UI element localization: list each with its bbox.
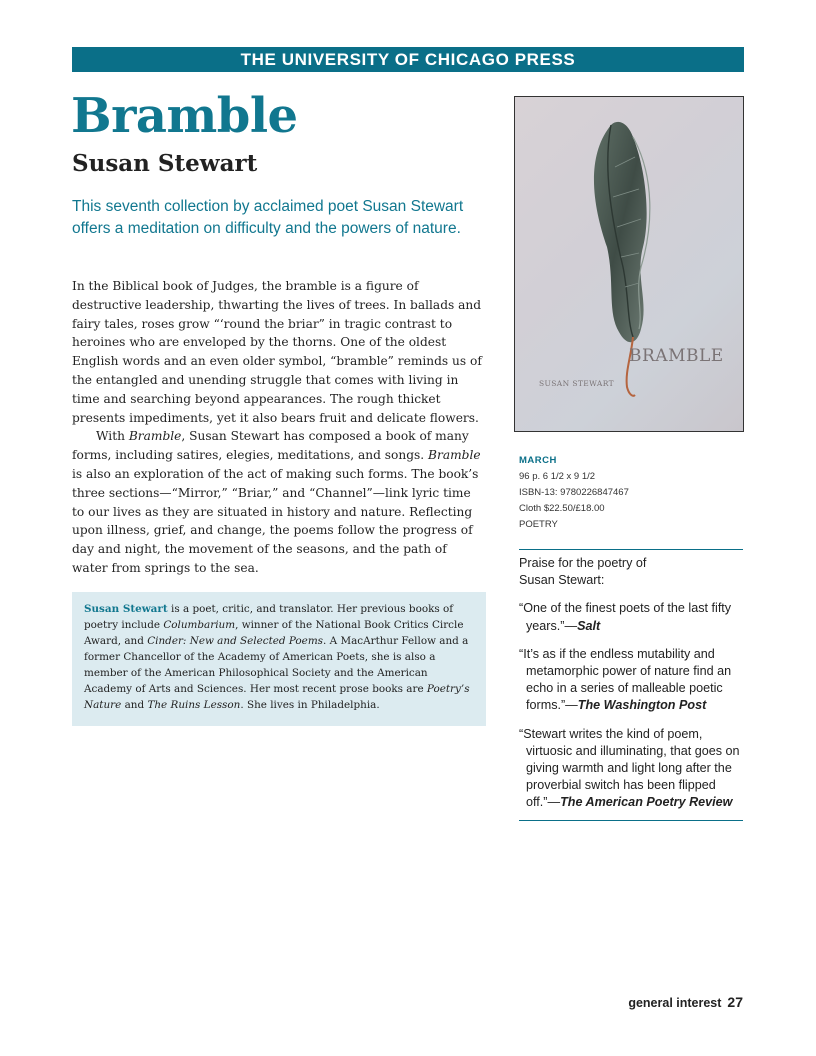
text-run: . A MacArthur Fellow and a former Chancellor of the Academy of American Poets, she is also a member of the American Philosophical Society and the American Academy of Arts and Sciences. Her most recent prose books are (84, 635, 469, 695)
cover-title: BRAMBLE (629, 346, 724, 366)
page-number: 27 (727, 994, 743, 1010)
release-month: MARCH (519, 455, 557, 466)
text-run: With (96, 429, 129, 444)
description-paragraph-1: In the Biblical book of Judges, the bramble is a figure of destructive leadership, thwarting the lives of trees. In ballads and fairy tales, roses grow “‘round the briar” in tragic contrast to heroines who are enveloped by the thorns. One of the oldest English words and an even older symbol, “bramble” reminds us of the entangled and unending struggle that comes with living in time and searching beyond appearances. The rough thicket presents impediments, yet it also bears fruit and delicate flowers. (72, 279, 482, 425)
book-title-italic: Cinder: New and Selected Poems (147, 635, 324, 647)
book-cover (514, 96, 744, 432)
quote-source: Salt (577, 618, 601, 633)
book-author: Susan Stewart (72, 150, 258, 177)
praise-quote (519, 726, 743, 812)
description-paragraph-2 (72, 427, 482, 577)
quote-text: “Stewart writes the kind of poem, virtuosic and illuminating, that goes on giving warmth and light long after the proverbial switch has been flipped off.”— (519, 726, 740, 810)
publisher-banner: THE UNIVERSITY OF CHICAGO PRESS (72, 47, 744, 72)
book-description (72, 277, 482, 578)
author-bio (72, 592, 486, 726)
page-footer (628, 994, 743, 1010)
quote-text: “It’s as if the endless mutability and metamorphic power of nature find an echo in a series of malleable poetic forms.”— (519, 646, 732, 713)
text-run: , winner of the National Book Critics Circle Award, and (84, 619, 464, 647)
category: POETRY (519, 519, 558, 530)
book-metadata (519, 453, 739, 533)
cover-author: SUSAN STEWART (539, 379, 615, 388)
text-run: is a poet, critic, and translator. Her previous books of poetry include (84, 603, 454, 631)
book-title: Bramble (71, 88, 298, 144)
book-title-italic: Columbarium (163, 619, 236, 631)
text-run: is also an exploration of the act of making such forms. The book’s three sections—“Mirror,” “Briar,” and “Channel”—link lyric time to our lives as they are situated in history and nature. Reflecting upon illness, grief, and change, the poems follow the progress of day and night, the movement of the seasons, and the path of water from springs to the sea. (72, 466, 479, 575)
book-title-italic: Bramble (428, 448, 481, 463)
praise-quote (519, 646, 743, 715)
quote-source: The American Poetry Review (560, 795, 733, 810)
bio-author-name: Susan Stewart (84, 603, 168, 615)
quote-text: “One of the finest poets of the last fifty years.”— (519, 601, 732, 633)
text-run: . She lives in Philadelphia. (240, 699, 380, 711)
book-tagline: This seventh collection by acclaimed poet Susan Stewart offers a meditation on difficulty and the powers of nature. (72, 198, 464, 237)
praise-heading: Praise for the poetry of Susan Stewart: (519, 556, 647, 588)
praise-quote (519, 600, 743, 634)
page-count: 96 p. 6 1/2 x 9 1/2 (519, 471, 596, 482)
text-run: , Susan Stewart has composed a book of many forms, including satires, elegies, meditations, and songs. (72, 429, 469, 463)
book-title-italic: Poetry’s Nature (84, 683, 470, 711)
book-title-italic: The Ruins Lesson (147, 699, 241, 711)
text-run: and (121, 699, 148, 711)
quote-source: The Washington Post (577, 698, 707, 713)
isbn: ISBN-13: 9780226847467 (519, 487, 629, 498)
book-title-italic: Bramble (128, 429, 182, 444)
praise-section (519, 549, 743, 821)
price: Cloth $22.50/£18.00 (519, 503, 605, 514)
section-label: general interest (628, 996, 722, 1010)
